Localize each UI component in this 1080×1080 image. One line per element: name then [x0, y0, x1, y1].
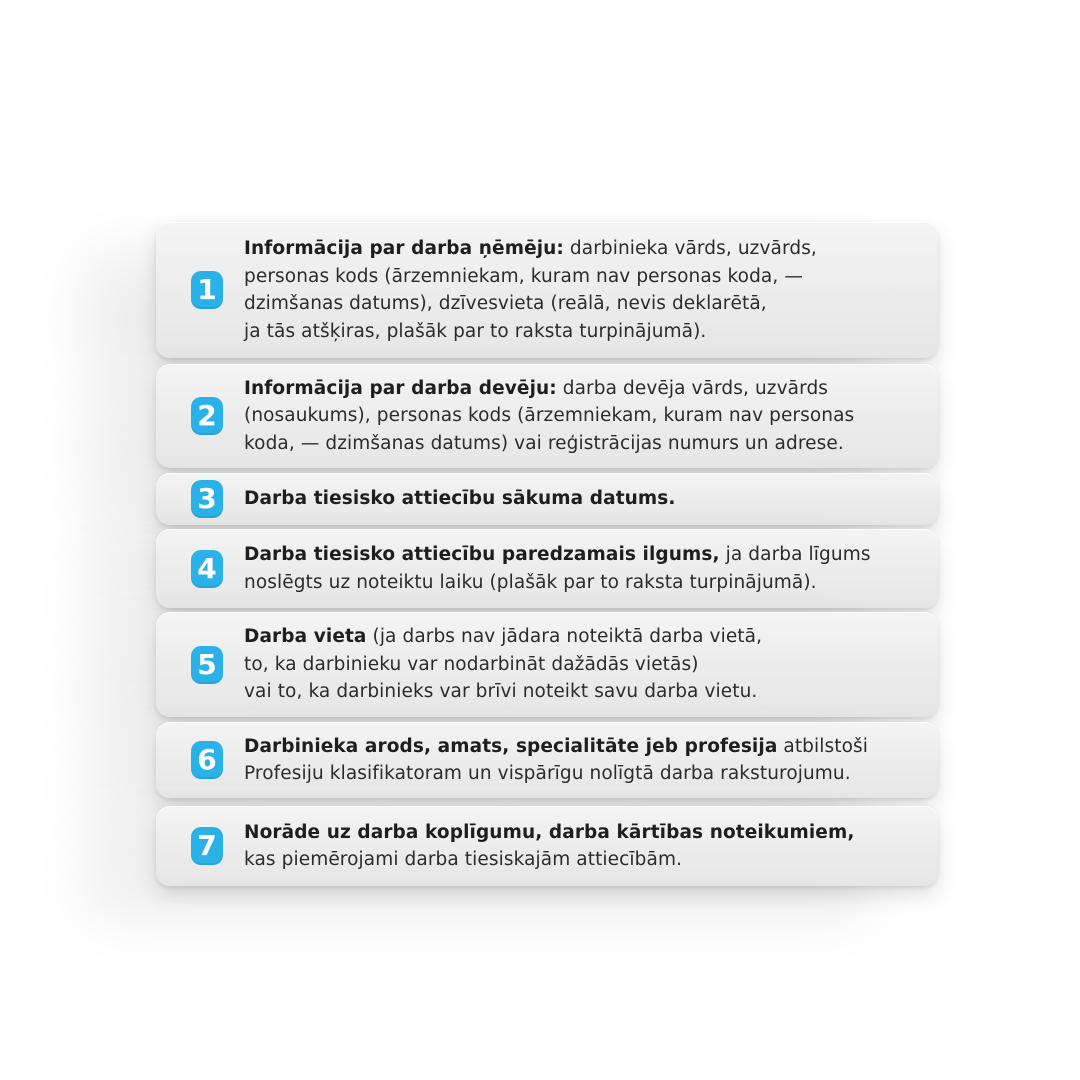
list-item-6: [156, 722, 938, 798]
item-heading-2: Informācija par darba devēju:: [244, 377, 557, 399]
item-text-6: [244, 733, 868, 788]
number-badge-4: 4: [191, 550, 223, 588]
number-badge-5: 5: [191, 646, 223, 684]
item-heading-3: Darba tiesisko attiecību sākuma datums.: [244, 488, 676, 510]
number-badge-1: 1: [191, 271, 223, 309]
item-heading-5: Darba vieta: [244, 626, 367, 648]
item-text-3: [244, 485, 676, 513]
item-text-5: [244, 623, 762, 706]
list-item-4: [156, 529, 938, 608]
item-body-5: (ja darbs nav jādara noteiktā darba vietā, to, ka darbinieku var nodarbināt dažādās vietās) vai to, ka darbinieks var brīvi noteikt savu darba vietu.: [244, 626, 763, 703]
item-body-1: darbinieka vārds, uzvārds, personas kods (ārzemniekam, kuram nav personas koda, — dzimšanas datums), dzīvesvieta (reālā, nevis deklarētā, ja tās atšķiras, plašāk par to raksta turpinājumā).: [244, 238, 817, 342]
item-body-7: kas piemērojami darba tiesiskajām attiecībām.: [244, 849, 683, 870]
number-badge-3: 3: [191, 480, 223, 518]
item-heading-1: Informācija par darba ņēmēju:: [244, 238, 564, 259]
item-body-4: ja darba līgums noslēgts uz noteiktu laiku (plašāk par to raksta turpinājumā).: [244, 544, 871, 593]
number-badge-6: 6: [191, 741, 223, 779]
item-heading-6: Darbinieka arods, amats, specialitāte jeb profesija: [244, 735, 778, 757]
item-body-6: atbilstoši Profesiju klasifikatoram un vispārīgu nolīgtā darba raksturojumu.: [244, 735, 868, 784]
item-text-2: [244, 375, 854, 458]
number-badge-7: 7: [191, 827, 223, 865]
list-item-3: [156, 473, 938, 525]
item-body-2: darba devēja vārds, uzvārds (nosaukums), personas kods (ārzemniekam, kuram nav personas koda, — dzimšanas datums) vai reģistrācijas numurs un adrese.: [244, 377, 855, 454]
list-item-5: [156, 612, 938, 717]
list-item-1: [156, 222, 938, 358]
number-badge-2: 2: [191, 397, 223, 435]
item-text-4: [244, 541, 871, 596]
list-item-7: [156, 806, 938, 886]
item-heading-7: Norāde uz darba koplīgumu, darba kārtības noteikumiem,: [244, 821, 855, 843]
item-heading-4: Darba tiesisko attiecību paredzamais ilgums,: [244, 544, 720, 565]
item-text-7: [244, 819, 854, 874]
list-item-2: [156, 364, 938, 468]
item-text-1: [244, 235, 817, 345]
